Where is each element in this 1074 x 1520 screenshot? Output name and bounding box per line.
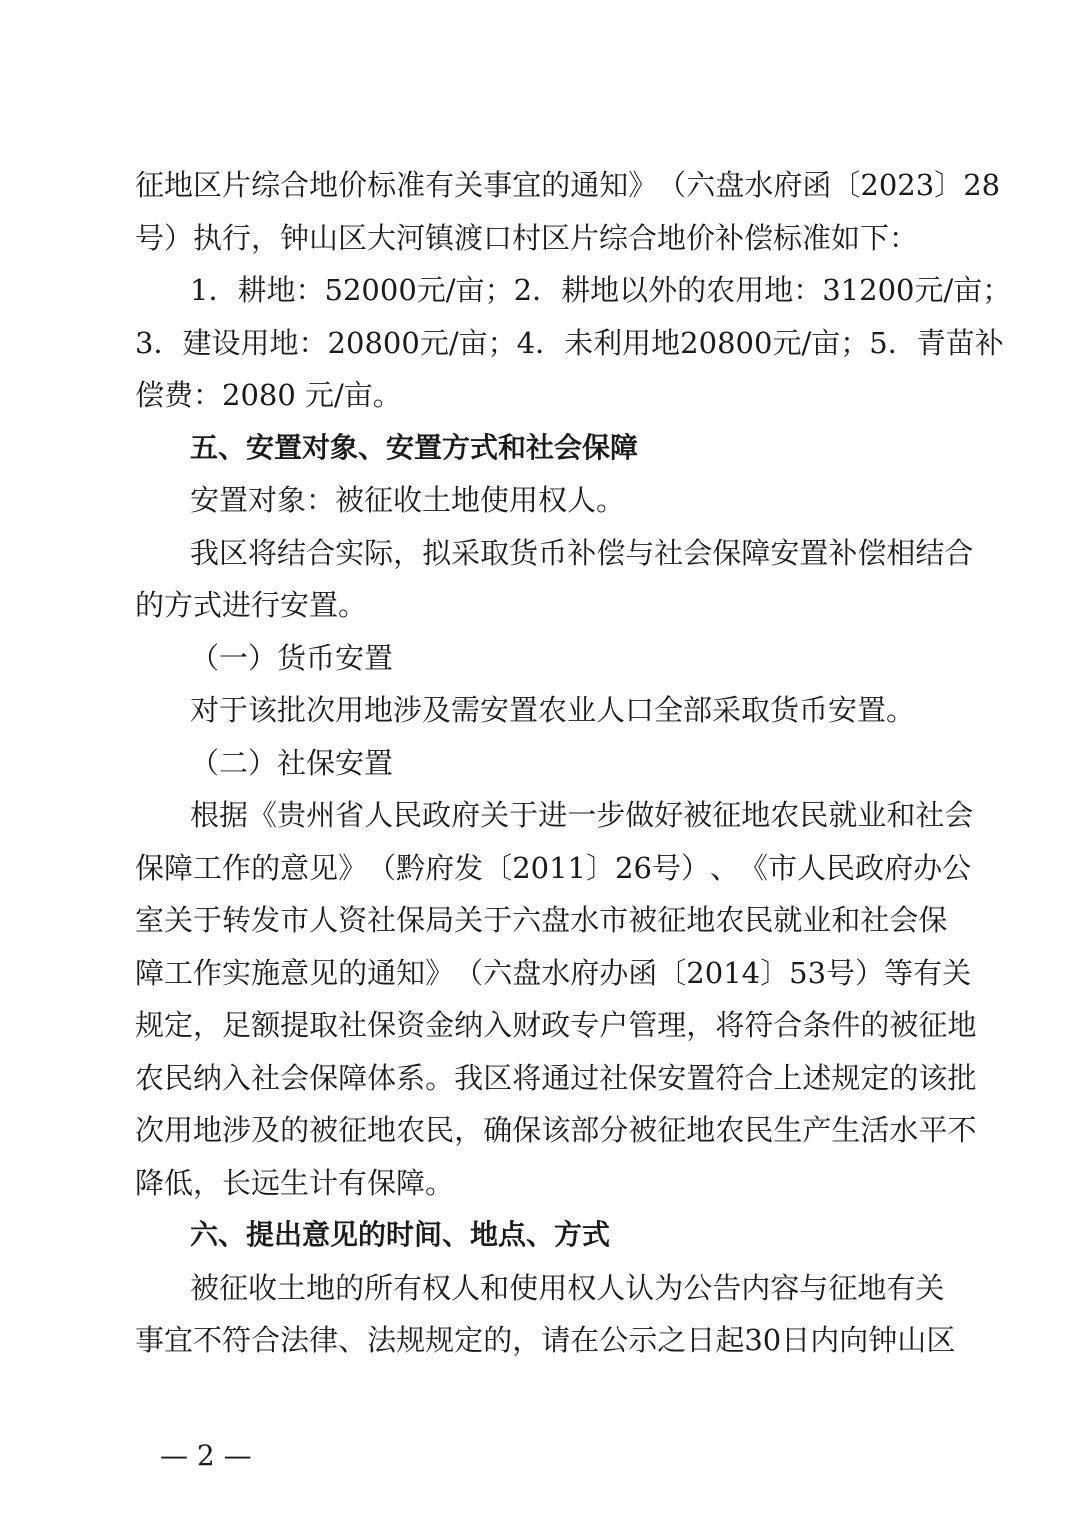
- sub-heading: （二）社保安置: [190, 746, 394, 780]
- paragraph-line: 降低，长远生计有保障。: [135, 1166, 455, 1200]
- paragraph-line: 次 用 地 涉 及 的 被 征 地 农 民 ， 确 保 该 部 分 被 征 地 农 民 生 产 生 活 水 平 不: [135, 1113, 977, 1147]
- section-heading: 六、提出意见的时间、地点、方式: [190, 1218, 611, 1251]
- paragraph-line: 室 关 于 转 发 市 人 资 社 保 局 关 于 六 盘 水 市 被 征 地 农 民 就 业 和 社 会 保: [135, 903, 948, 937]
- paragraph-line: 根 据 《 贵 州 省 人 民 政 府 关 于 进 一 步 做 好 被 征 地 农 民 就 业 和 社 会: [190, 798, 974, 832]
- paragraph-line: 事 宜 不 符 合 法 律 、 法 规 规 定 的 ， 请 在 公 示 之 日 起 30 日 内 向 钟 山 区: [135, 1323, 956, 1357]
- paragraph-line: 被 征 收 土 地 的 所 有 权 人 和 使 用 权 人 认 为 公 告 内 容 与 征 地 有 关: [190, 1271, 945, 1305]
- paragraph-line: 1 ． 耕 地 ： 52000 元 / 亩 ； 2 ． 耕 地 以 外 的 农 用 地 ： 31200 元 / 亩 ；: [190, 273, 1012, 307]
- paragraph-line: 安置对象：被征收土地使用权人。: [190, 483, 626, 517]
- sub-heading: （一）货币安置: [190, 641, 394, 675]
- paragraph-line: 保 障 工 作 的 意 见 》 （ 黔 府 发 〔 2011 〕 26 号 ） 、 《 市 人 民 政 府 办 公: [135, 851, 972, 885]
- paragraph-line: 3 ． 建 设 用 地 ： 20800 元 / 亩 ； 4 ． 未 利 用 地 20800 元 / 亩 ； 5 ． 青 苗 补: [135, 326, 1004, 360]
- paragraph-line: 我 区 将 结 合 实 际 ， 拟 采 取 货 币 补 偿 与 社 会 保 障 安 置 补 偿 相 结 合: [190, 536, 974, 570]
- paragraph-line: 障 工 作 实 施 意 见 的 通 知 》 （ 六 盘 水 府 办 函 〔 2014 〕 53 号 ） 等 有 关: [135, 956, 972, 990]
- paragraph-line: 号）执行，钟山区大河镇渡口村区片综合地价补偿标准如下：: [135, 221, 919, 255]
- paragraph-line: 偿费：2080 元/亩。: [135, 378, 402, 412]
- paragraph-line: 规 定 ， 足 额 提 取 社 保 资 金 纳 入 财 政 专 户 管 理 ， 将 符 合 条 件 的 被 征 地: [135, 1008, 977, 1042]
- paragraph-line: 农 民 纳 入 社 会 保 障 体 系 。 我 区 将 通 过 社 保 安 置 符 合 上 述 规 定 的 该 批: [135, 1061, 977, 1095]
- section-heading: 五、安置对象、安置方式和社会保障: [190, 431, 639, 464]
- paragraph-line: 征 地 区 片 综 合 地 价 标 准 有 关 事 宜 的 通 知 》 （ 六 盘 水 府 函 〔 2023 〕 28: [135, 168, 1001, 202]
- page-number: — 2 —: [160, 1439, 252, 1472]
- paragraph-line: 对于该批次用地涉及需安置农业人口全部采取货币安置。: [190, 693, 916, 727]
- paragraph-line: 的方式进行安置。: [135, 588, 368, 622]
